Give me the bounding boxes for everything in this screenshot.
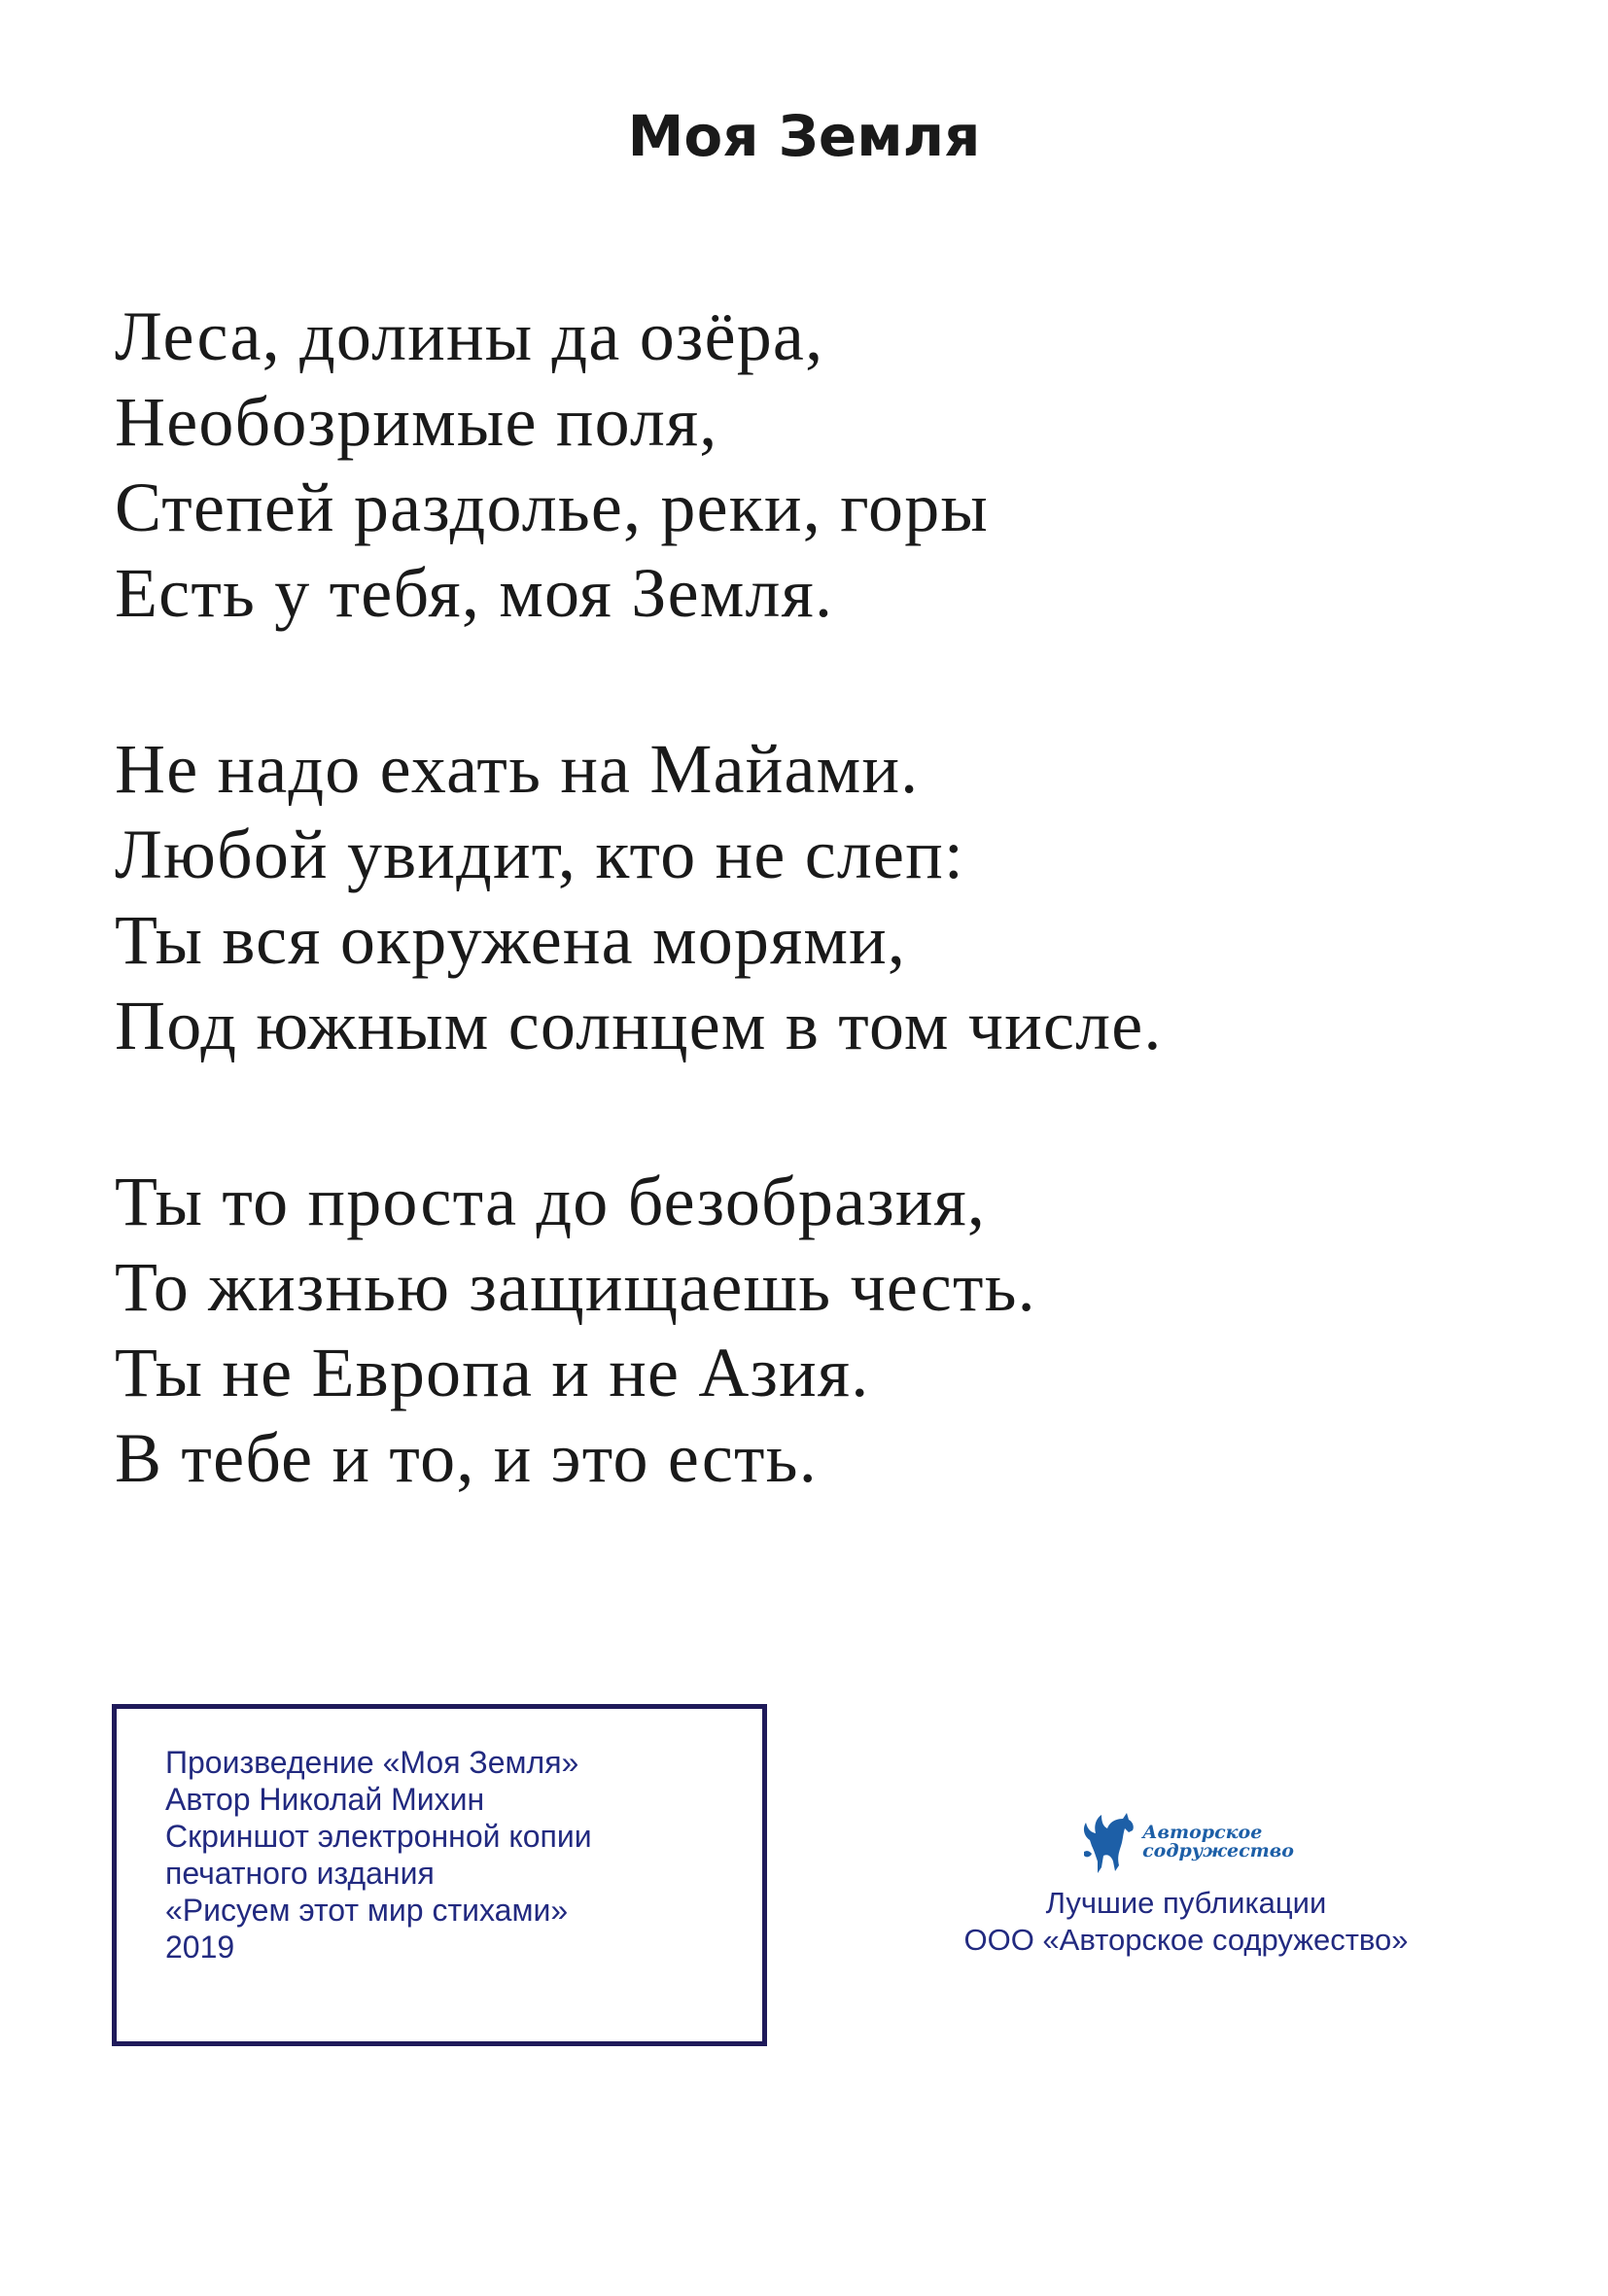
credit-line: «Рисуем этот мир стихами» — [165, 1893, 569, 1928]
poem-line: В тебе и то, и это есть. — [115, 1419, 818, 1497]
poem-line: Необозримые поля, — [115, 383, 718, 461]
poem-line: Ты не Европа и не Азия. — [115, 1334, 870, 1411]
poem-line: Леса, долины да озёра, — [115, 297, 824, 375]
credit-line: 2019 — [165, 1930, 235, 1965]
poem-line: Степей раздолье, реки, горы — [115, 469, 990, 546]
poem-line: Есть у тебя, моя Земля. — [115, 554, 834, 632]
poem-line: Не надо ехать на Майами. — [115, 730, 920, 808]
publisher-block — [894, 1803, 1478, 1959]
logo-wordmark — [1142, 1824, 1294, 1861]
publisher-line: ООО «Авторское содружество» — [963, 1923, 1409, 1957]
publisher-line: Лучшие публикации — [1045, 1886, 1327, 1920]
stanza — [115, 726, 1515, 1068]
stanza — [115, 1159, 1515, 1501]
poem-line: Ты то проста до безобразия, — [115, 1163, 987, 1240]
credit-line: Автор Николай Михин — [165, 1782, 485, 1817]
publisher-logo — [1078, 1803, 1294, 1881]
pegasus-icon — [1078, 1807, 1138, 1877]
credit-line: печатного издания — [165, 1856, 435, 1891]
stanza — [115, 294, 1515, 636]
logo-text-line: Авторское — [1142, 1822, 1263, 1843]
poem-body — [115, 294, 1515, 1501]
poem-title: Моя Земля — [627, 103, 981, 169]
credit-line: Произведение «Моя Земля» — [165, 1745, 579, 1780]
poem-line: Любой увидит, кто не слеп: — [115, 816, 965, 893]
credit-box — [112, 1704, 767, 2046]
poem-line: То жизнью защищаешь честь. — [115, 1248, 1036, 1326]
logo-text-line: содружество — [1142, 1840, 1294, 1861]
poem-line: Под южным солнцем в том числе. — [115, 987, 1163, 1064]
poem-line: Ты вся окружена морями, — [115, 901, 907, 979]
credit-line: Скриншот электронной копии — [165, 1819, 592, 1854]
